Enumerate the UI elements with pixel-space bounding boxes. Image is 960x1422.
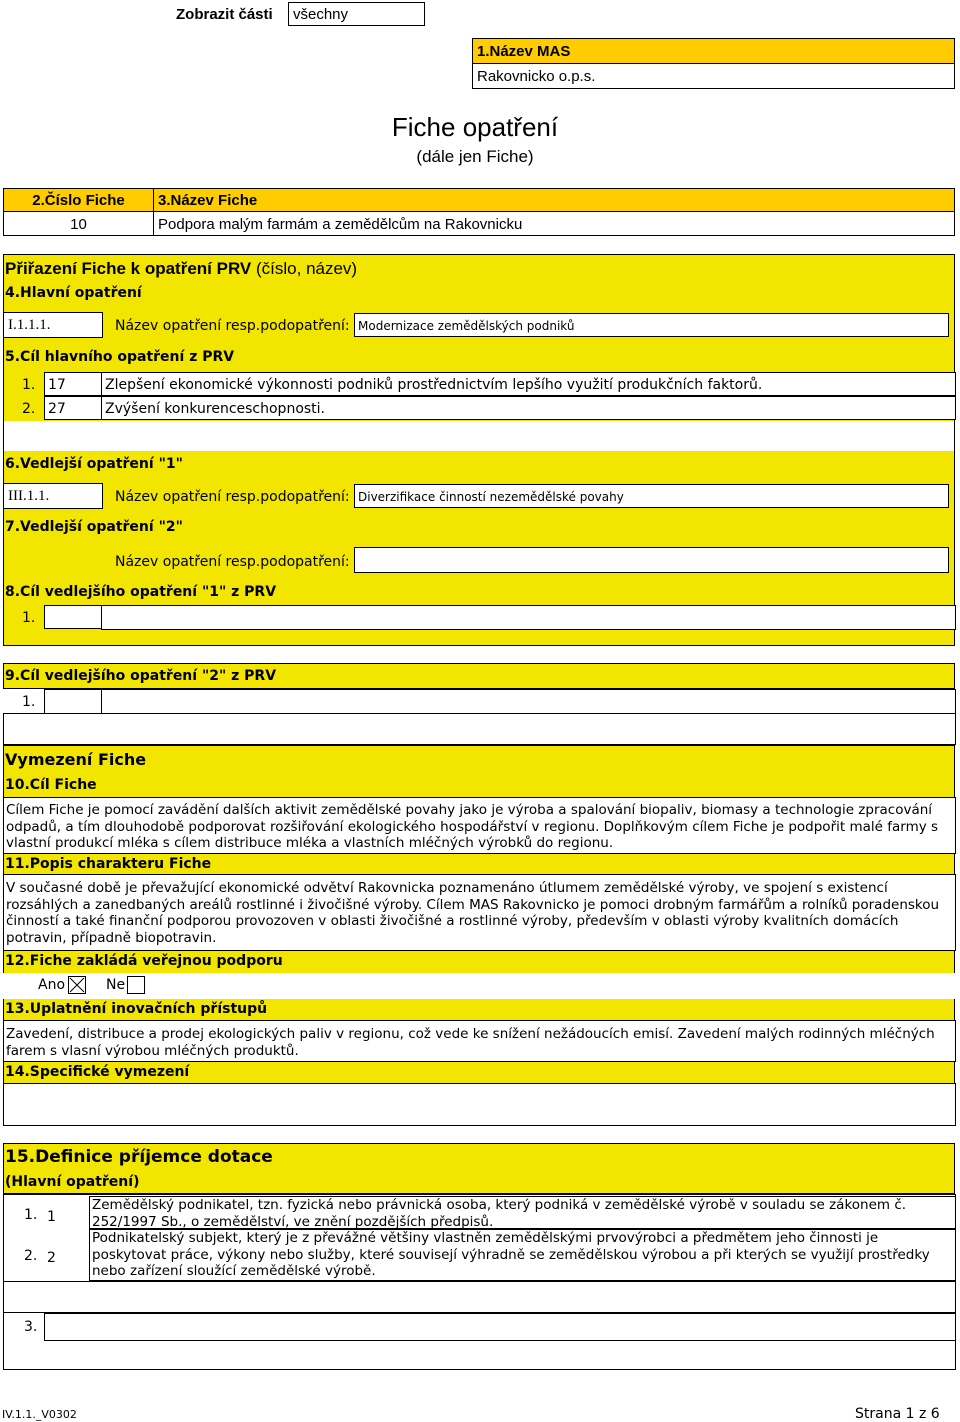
side1-label: 6.Vedlejší opatření "1" [5, 456, 183, 472]
spec-text [3, 1083, 956, 1126]
side1-name: Diverzifikace činností nezemědělské povahy [354, 484, 949, 508]
recipient-3-text [44, 1313, 956, 1341]
support-label: 12.Fiche zakládá veřejnou podporu [5, 953, 283, 969]
recipient-1-code: 1 [47, 1209, 56, 1225]
recipient-1-text: Zemědělský podnikatel, tzn. fyzická nebo právnická osoba, který podniká v zemědělské výrobě v souladu se zákonem č. 252/1997 Sb., o zemědělství, ve znění pozdějších předpisů. [89, 1196, 956, 1229]
recipients-heading: 15.Definice příjemce dotace [5, 1147, 273, 1167]
support-no-checkbox[interactable] [127, 976, 145, 994]
footer-page: Strana 1 z 6 [855, 1406, 940, 1422]
goal-2-index: 2. [22, 401, 36, 417]
recipient-3-index: 3. [24, 1319, 38, 1335]
recipient-1-index: 1. [24, 1207, 38, 1223]
fiche-number: 10 [3, 211, 154, 236]
fiche-name-label: 3.Název Fiche [153, 188, 955, 212]
side1-goal-label: 8.Cíl vedlejšího opatření "1" z PRV [5, 584, 277, 600]
goal-1-text: Zlepšení ekonomické výkonnosti podniků prostřednictvím lepšího využití produkčních faktorů. [101, 372, 956, 396]
goal-2-code: 27 [44, 396, 102, 420]
side1-goal-row [0, 605, 960, 645]
recipient-2-text: Podnikatelský subjekt, který je z převážné většiny vlastněn zemědělskými prvovýrobci a předmětem jeho činnosti je poskytovat práce, výkony nebo služby, které souvisejí výhradně se zemědělskou výrobou a při kterých se využijí prostředky nebo zařízení sloužící zemědělské výrobě. [89, 1229, 956, 1281]
side1-name-label: Název opatření resp.podopatření: [115, 489, 350, 505]
spec-label: 14.Specifické vymezení [5, 1064, 190, 1080]
main-goals-list [0, 372, 960, 422]
prv-heading: Přiřazení Fiche k opatření PRV (číslo, název) [5, 259, 358, 278]
side2-goal-spacer [3, 713, 956, 745]
main-measure-label: 4.Hlavní opatření [5, 285, 142, 301]
support-no-label: Ne [106, 977, 126, 993]
support-yes-checkbox[interactable] [68, 976, 86, 994]
support-yes-label: Ano [38, 977, 66, 993]
goal-1-index: 1. [22, 377, 36, 393]
innov-label: 13.Uplatnění inovačních přístupů [5, 1001, 268, 1017]
main-measure-name-label: Název opatření resp.podopatření: [115, 318, 350, 334]
side2-goal-label: 9.Cíl vedlejšího opatření "2" z PRV [5, 668, 277, 684]
fiche-goal-text: Cílem Fiche je pomocí zavádění dalších aktivit zemědělské povahy jako je výroba a spalování biopaliv, biomasy a technologie zpracování odpadů, a tím dlouhodobě podporovat rozšiřování ekologického hospodářství v regionu. Doplňkovým cílem Fiche je podpořit malé farmy s vlastní produkcí mléka s cílem distribuce mléka a vlastních mléčných výrobků do regionu. [3, 797, 956, 854]
mas-value: Rakovnicko o.p.s. [472, 63, 955, 89]
recipient-2-index: 2. [24, 1248, 38, 1264]
innov-text: Zavedení, distribuce a prodej ekologických paliv v regionu, což vede ke snížení nežádoucích emisí. Zavedení malých rodinných mléčných farem s vlasní výrobou mléčných produktů. [3, 1020, 956, 1062]
goal-1-code: 17 [44, 372, 102, 396]
main-measure-name: Modernizace zemědělských podniků [354, 313, 949, 337]
popis-label: 11.Popis charakteru Fiche [5, 856, 212, 872]
recipients-spacer [3, 1281, 956, 1313]
side2-goal-index: 1. [22, 694, 36, 710]
fiche-name: Podpora malým farmám a zemědělcům na Rakovnicku [153, 211, 955, 236]
goal-2-text: Zvýšení konkurenceschopnosti. [101, 396, 956, 420]
side2-name [354, 547, 949, 573]
footer-code: IV.1.1._V0302 [2, 1408, 77, 1421]
side1-goal-text [101, 605, 956, 630]
mas-heading: 1.Název MAS [472, 38, 955, 64]
vymezeni-heading: Vymezení Fiche [5, 750, 147, 769]
recipients-sub: (Hlavní opatření) [5, 1174, 140, 1190]
side1-code: III.1.1. [3, 483, 103, 509]
fiche-goal-label: 10.Cíl Fiche [5, 777, 97, 793]
fiche-number-label: 2.Číslo Fiche [3, 188, 154, 212]
filter-select[interactable]: všechny [288, 2, 425, 26]
page-subtitle: (dále jen Fiche) [416, 147, 534, 166]
recipient-2-code: 2 [47, 1250, 56, 1266]
side2-goal-code [44, 689, 102, 714]
filter-label: Zobrazit části [176, 6, 273, 23]
goals-spacer [4, 421, 954, 451]
side1-goal-index: 1. [22, 610, 36, 626]
main-goal-label: 5.Cíl hlavního opatření z PRV [5, 349, 235, 365]
main-measure-code: I.1.1.1. [3, 312, 103, 338]
side1-goal-code [44, 605, 102, 629]
side2-name-label: Název opatření resp.podopatření: [115, 554, 350, 570]
check-x-icon [69, 977, 85, 993]
popis-text: V současné době je převažující ekonomické odvětví Rakovnicka poznamenáno útlumem zemědělské výroby, ve spojení s existencí rozsáhlých a zanedbaných areálů rostlinné i živočišné výroby. Cílem MAS Rakovnicko je pomoci drobným farmářům a rolníků poradenskou činností a také finanční podporou provozoven v oblasti živočišné a rostlinné výroby, především v oblasti výroby kvalitních domácích potravin, případně biopotravin. [3, 874, 956, 951]
page-title: Fiche opatření [391, 112, 559, 142]
side2-label: 7.Vedlejší opatření "2" [5, 519, 183, 535]
side2-goal-text [101, 689, 956, 714]
